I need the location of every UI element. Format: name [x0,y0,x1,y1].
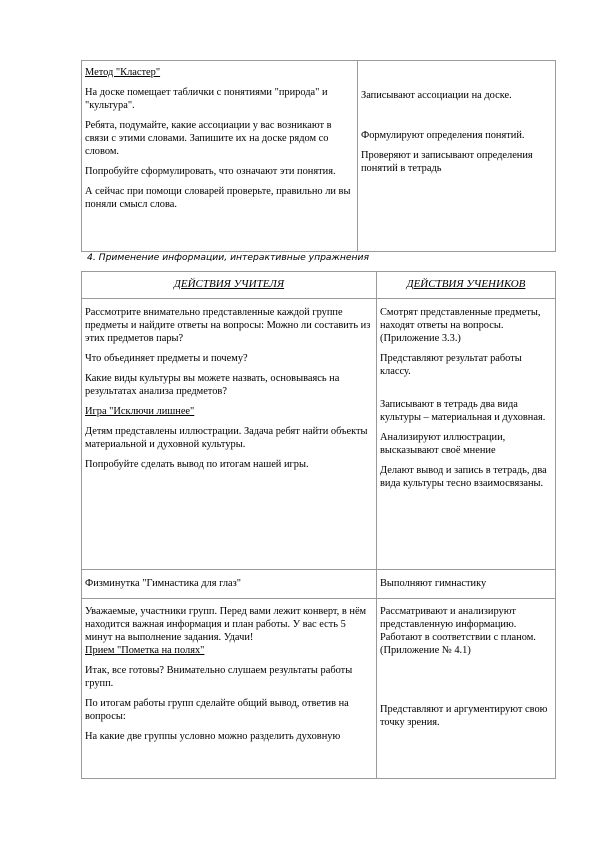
text-paragraph: Детям представлены иллюстрации. Задача ребят найти объекты материальной и духовной культуры. [85,426,368,450]
text-paragraph: Формулируют определения понятий. [361,130,525,141]
table-row [82,61,556,252]
appendix-ref: (Приложение 3.3.) [380,333,461,344]
students-cell [377,299,556,570]
students-cell: Выполняют гимнастику [377,570,556,599]
text-paragraph: Представляют результат работы классу. [380,353,522,377]
section-title: 4. Применение информации, интерактивные упражнения [87,252,369,263]
text-paragraph: Какие виды культуры вы можете назвать, основываясь на результатах анализа предметов? [85,373,340,397]
teacher-cell: Физминутка "Гимнастика для глаз" [82,570,377,599]
text-paragraph: Смотрят представленные предметы, находят ответы на вопросы. [380,307,541,331]
students-cell [358,61,556,252]
teacher-cell [82,299,377,570]
teacher-cell [82,599,377,779]
table-row [82,570,556,599]
text-paragraph: Проверяют и записывают определения понятий в тетрадь [361,150,533,174]
text-paragraph: Делают вывод и запись в тетрадь, два вида культуры тесно взаимосвязаны. [380,465,547,489]
game-title: Игра "Исключи лишнее" [85,406,195,417]
text-paragraph: Уважаемые, участники групп. Перед вами лежит конверт, в нём находится важная информация и план работы. У вас есть 5 минут на выполнение задания. Удачи! [85,606,367,643]
text-paragraph: Рассмотрите внимательно представленные каждой группе предметы и найдите ответы на вопросы: Можно ли составить из этих предметов пары? [85,307,371,344]
table-row [82,299,556,570]
text-paragraph: Записывают в тетрадь два вида культуры – материальная и духовная. [380,399,546,423]
method-title: Метод "Кластер" [85,67,161,78]
text-paragraph: На доске помещает таблички с понятиями "природа" и "культура". [85,87,328,111]
text-paragraph: Анализируют иллюстрации, высказывают своё мнение [380,432,506,456]
text-paragraph: Записывают ассоциации на доске. [361,90,512,101]
text-paragraph: На какие две группы условно можно разделить духовную [85,731,341,742]
text-paragraph: Попробуйте сформулировать, что означают эти понятия. [85,166,336,177]
text-paragraph: Попробуйте сделать вывод по итогам нашей игры. [85,459,309,470]
appendix-ref: (Приложение № 4.1) [380,645,471,656]
technique-title: Прием "Пометка на полях" [85,645,205,656]
header-student-actions: ДЕЙСТВИЯ УЧЕНИКОВ [377,272,556,299]
table-row [82,599,556,779]
text-paragraph: А сейчас при помощи словарей проверьте, правильно ли вы поняли смысл слова. [85,186,351,210]
text-paragraph: Итак, все готовы? Внимательно слушаем результаты работы групп. [85,665,353,689]
table-header-row [82,272,556,299]
teacher-cell [82,61,358,252]
text-paragraph: По итогам работы групп сделайте общий вывод, ответив на вопросы: [85,698,349,722]
text-paragraph: Ребята, подумайте, какие ассоциации у вас возникают в связи с этими словами. Запишите их на доске рядом со словом. [85,120,332,157]
activity-table-1 [81,60,556,252]
text-paragraph: Рассматривают и анализируют представленную информацию. Работают в соответствии с планом. [380,606,536,643]
text-paragraph: Представляют и аргументируют свою точку зрения. [380,704,548,728]
header-teacher-actions: ДЕЙСТВИЯ УЧИТЕЛЯ [82,272,377,299]
activity-table-2 [81,271,556,779]
text-paragraph: Что объединяет предметы и почему? [85,353,248,364]
students-cell [377,599,556,779]
